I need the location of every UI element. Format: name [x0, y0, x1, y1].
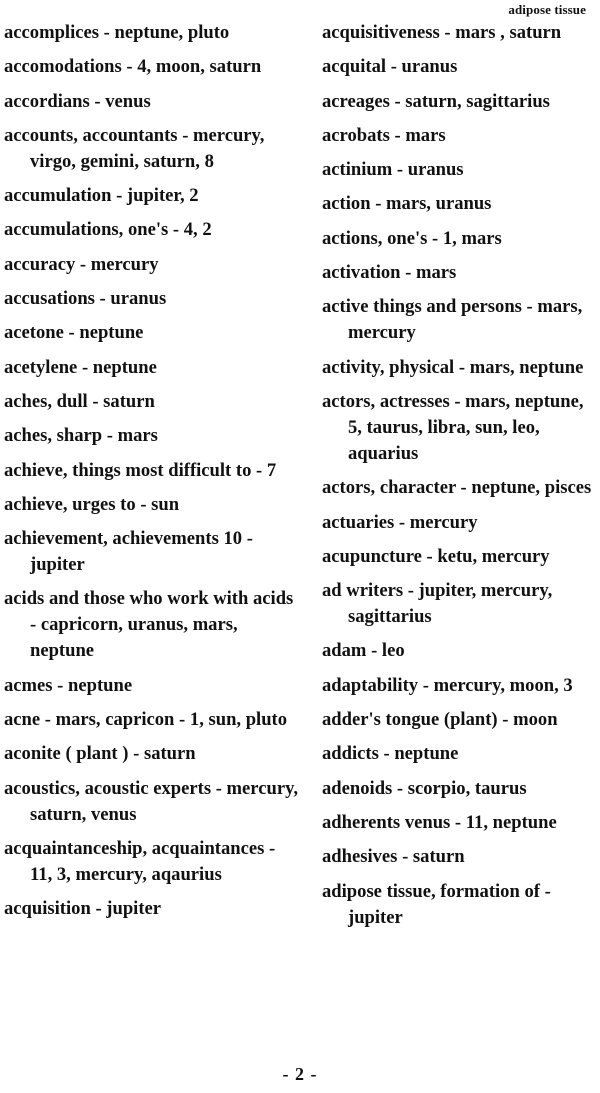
index-entry: acquaintanceship, acquaintances - 11, 3, mercury, aqaurius [4, 837, 276, 885]
index-entry: adaptability - mercury, moon, 3 [322, 674, 573, 696]
index-entry: accomplices - neptune, pluto [4, 22, 230, 43]
index-entry: achieve, things most difficult to - 7 [4, 459, 277, 481]
index-entry: actors, actresses - mars, neptune, 5, taurus, libra, sun, leo, aquarius [322, 390, 584, 464]
index-entry: acoustics, acoustic experts - mercury, saturn, venus [4, 777, 298, 825]
index-entry: activation - mars [322, 262, 457, 284]
index-entry: active things and persons - mars, mercury [322, 296, 583, 344]
index-entry: acquisition - jupiter [4, 898, 162, 920]
index-entry: actinium - uranus [322, 159, 464, 181]
index-entry: accordians - venus [4, 90, 151, 112]
index-entry: acreages - saturn, sagittarius [322, 90, 550, 112]
page-number: - 2 - [282, 1064, 318, 1084]
index-entry: activity, physical - mars, neptune [322, 356, 584, 378]
index-entry: adder's tongue (plant) - moon [322, 709, 558, 731]
index-entry: aches, sharp - mars [4, 425, 158, 447]
index-entry: acrobats - mars [322, 124, 446, 146]
index-entry: adam - leo [322, 640, 405, 662]
index-entry: actuaries - mercury [322, 511, 478, 533]
index-entry: achievement, achievements 10 - jupiter [4, 528, 253, 576]
index-entry: adhesives - saturn [322, 846, 465, 868]
index-entry: actors, character - neptune, pisces [322, 477, 592, 499]
index-entry: actions, one's - 1, mars [322, 227, 502, 249]
index-entry: acetone - neptune [4, 322, 144, 344]
index-entry: accuracy - mercury [4, 253, 159, 275]
index-entry: accounts, accountants - mercury, virgo, gemini, saturn, 8 [4, 124, 265, 172]
index-entry: acids and those who work with acids - capricorn, uranus, mars, neptune [4, 588, 294, 662]
index-entry: accomodations - 4, moon, saturn [4, 56, 262, 78]
running-head: adipose tissue [508, 2, 586, 17]
index-entry: aconite ( plant ) - saturn [4, 743, 196, 765]
index-entry: aches, dull - saturn [4, 390, 155, 412]
index-entry: accusations - uranus [4, 288, 167, 310]
index-entry: acmes - neptune [4, 674, 133, 696]
index-entry: addicts - neptune [322, 743, 459, 765]
index-entry: accumulations, one's - 4, 2 [4, 219, 212, 241]
index-entry: acetylene - neptune [4, 356, 157, 378]
index-entry: adenoids - scorpio, taurus [322, 777, 527, 799]
left-column [4, 20, 300, 931]
index-entry: adipose tissue, formation of - jupiter [322, 880, 551, 928]
index-entry: acne - mars, capricon - 1, sun, pluto [4, 709, 288, 731]
index-entry: acquisitiveness - mars , saturn [322, 22, 562, 43]
index-entry: adherents venus - 11, neptune [322, 811, 557, 833]
index-entry: acquital - uranus [322, 56, 458, 78]
index-entry: achieve, urges to - sun [4, 493, 180, 515]
right-column [322, 20, 598, 939]
index-entry: accumulation - jupiter, 2 [4, 185, 199, 207]
index-entry: ad writers - jupiter, mercury, sagittarius [322, 580, 553, 628]
index-entry: acupuncture - ketu, mercury [322, 545, 550, 567]
index-entry: action - mars, uranus [322, 193, 492, 215]
